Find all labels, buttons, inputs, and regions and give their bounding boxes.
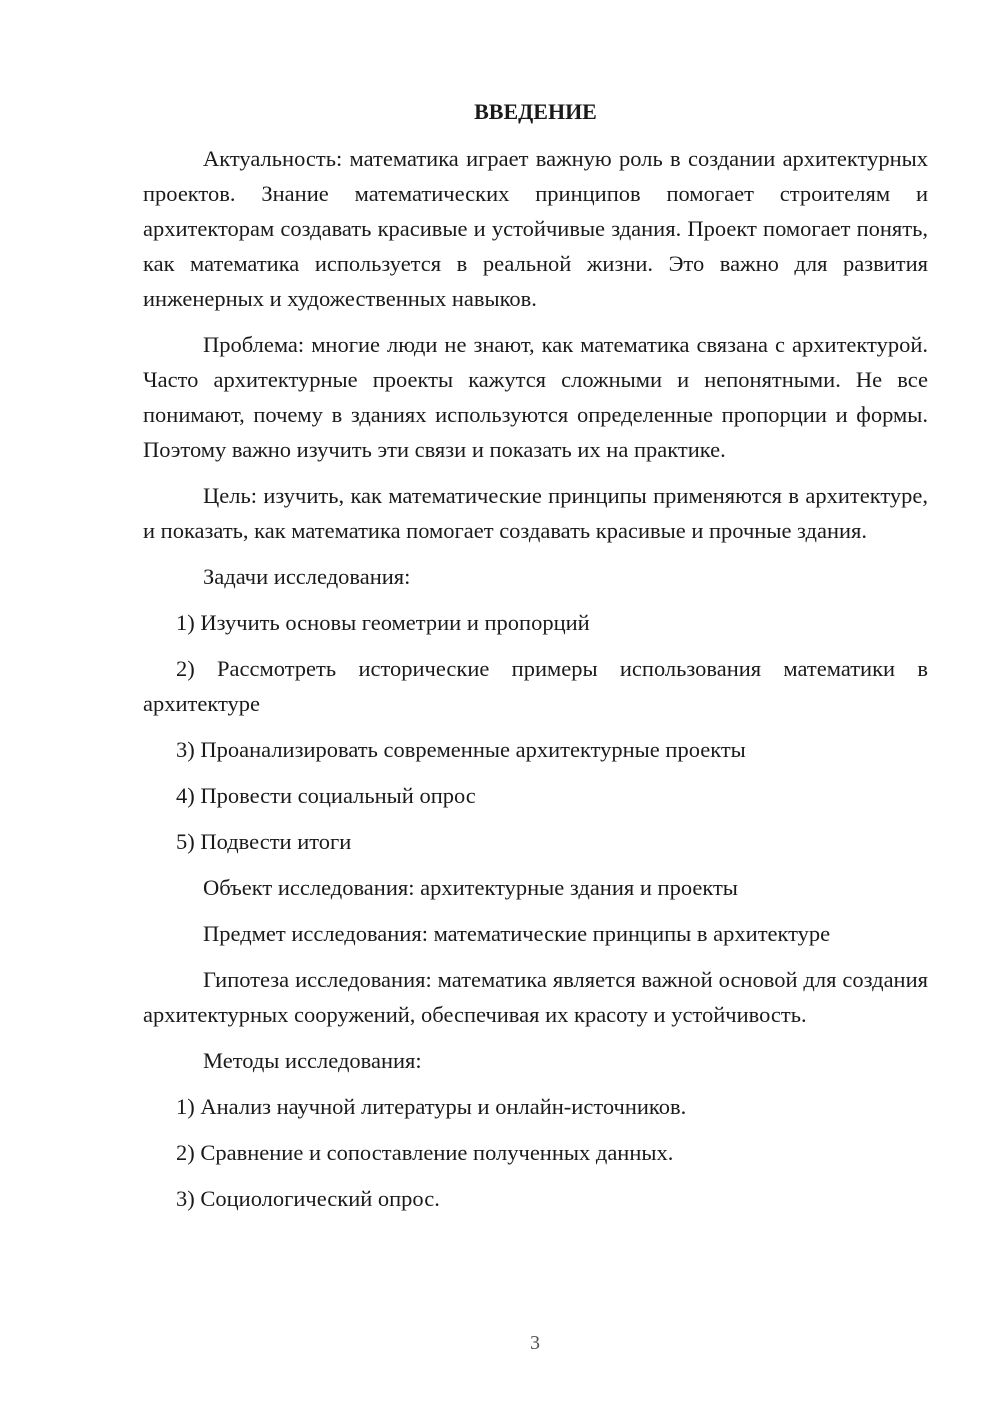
task-item-2: 2) Рассмотреть исторические примеры использования математики в архитектуре — [143, 656, 928, 716]
methods-heading: Методы исследования: — [203, 1048, 422, 1073]
method-item-2: 2) Сравнение и сопоставление полученных данных. — [176, 1140, 674, 1165]
page-title: ВВЕДЕНИЕ — [474, 99, 597, 124]
paragraph-problem: Проблема: многие люди не знают, как математика связана с архитектурой. Часто архитектурные проекты кажутся сложными и непонятными. Не все понимают, почему в зданиях используются определенные пропорции и формы. Поэтому важно изучить эти связи и показать их на практике. — [143, 332, 928, 462]
method-item-1: 1) Анализ научной литературы и онлайн-источников. — [176, 1094, 687, 1119]
task-item-3: 3) Проанализировать современные архитектурные проекты — [176, 737, 746, 762]
paragraph-object: Объект исследования: архитектурные здания и проекты — [203, 875, 738, 900]
task-item-5: 5) Подвести итоги — [176, 829, 352, 854]
paragraph-goal: Цель: изучить, как математические принципы применяются в архитектуре, и показать, как математика помогает создавать красивые и прочные здания. — [143, 483, 928, 543]
paragraph-subject: Предмет исследования: математические принципы в архитектуре — [203, 921, 831, 946]
paragraph-hypothesis: Гипотеза исследования: математика является важной основой для создания архитектурных сооружений, обеспечивая их красоту и устойчивость. — [143, 967, 928, 1027]
task-item-1: 1) Изучить основы геометрии и пропорций — [176, 610, 590, 635]
page-content — [143, 94, 928, 1227]
task-item-4: 4) Провести социальный опрос — [176, 783, 476, 808]
method-item-3: 3) Социологический опрос. — [176, 1186, 440, 1211]
page-number: 3 — [530, 1332, 540, 1354]
paragraph-relevance: Актуальность: математика играет важную роль в создании архитектурных проектов. Знание математических принципов помогает строителям и архитекторам создавать красивые и устойчивые здания. Проект помогает понять, как математика используется в реальной жизни. Это важно для развития инженерных и художественных навыков. — [143, 146, 928, 311]
tasks-heading: Задачи исследования: — [203, 564, 411, 589]
